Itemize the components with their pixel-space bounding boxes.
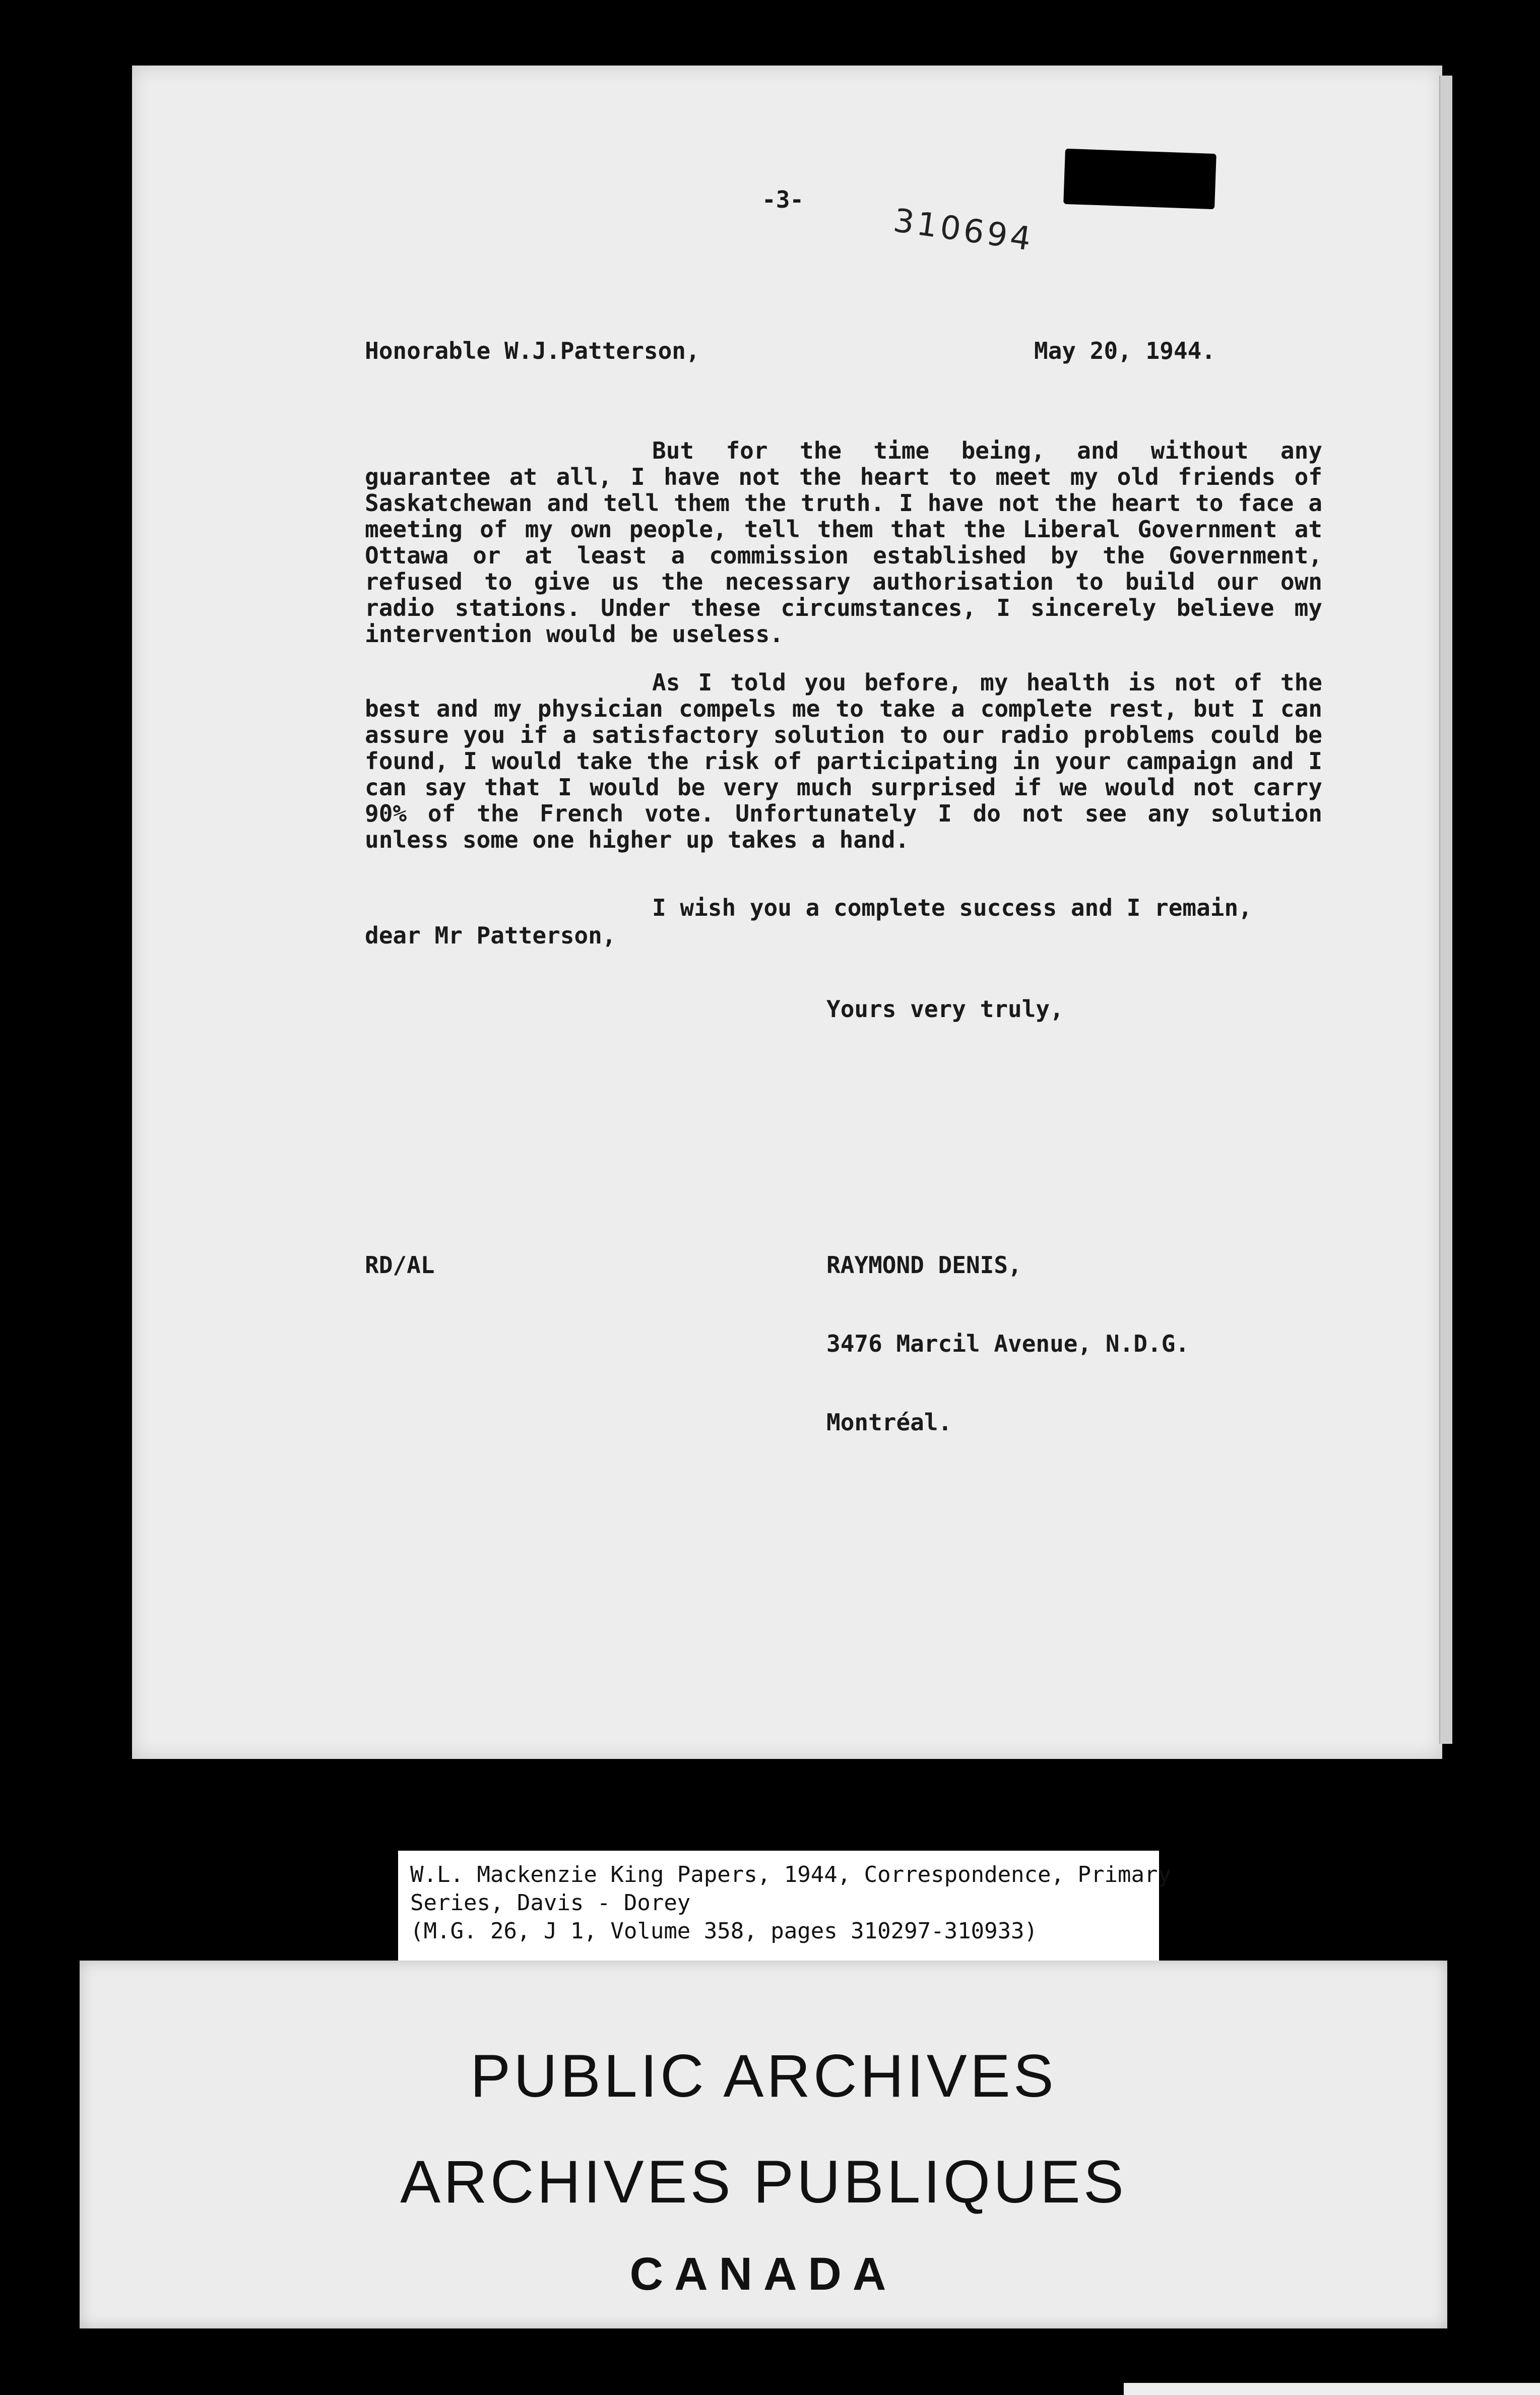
bottom-strip [1124, 2383, 1540, 2395]
archives-banner [80, 1961, 1447, 2328]
paragraph-2: As I told you before, my health is not of the best and my physician compels me to take a complete rest, but I can assure you if a satisfactory solution to our radio problems could be found, I would take the risk of participating in your campaign and I can say that I would be very much surprised if we would not carry 90% of the French vote. Unfortunately I do not see any solution unless some one higher up takes a hand. [365, 669, 1322, 853]
addressee: Honorable W.J.Patterson, [365, 337, 700, 364]
salutation: dear Mr Patterson, [365, 922, 616, 949]
archive-caption [398, 1851, 1171, 1961]
letter-date: May 20, 1944. [1034, 337, 1216, 364]
caption-line-3: (M.G. 26, J 1, Volume 358, pages 310297-310933) [410, 1918, 1038, 1944]
paragraph-3: I wish you a complete success and I remain, [652, 894, 1252, 921]
signature-block [826, 1200, 1189, 1488]
closing: Yours very truly, [826, 995, 1064, 1023]
paragraph-1: But for the time being, and without any guarantee at all, I have not the heart to meet my old friends of Saskatchewan and tell them the truth. I have not the heart to face a meeting of my own people, tell them that the Liberal Government at Ottawa or at least a commission established by the Government, refused to give us the necessary authorisation to build our own radio stations. Under these circumstances, I sincerely believe my intervention would be useless. [365, 437, 1322, 648]
banner-line-1: PUBLIC ARCHIVES [470, 2042, 1057, 2110]
caption-line-1: W.L. Mackenzie King Papers, 1944, Correspondence, Primary [410, 1862, 1171, 1887]
banner-line-3: CANADA [629, 2248, 897, 2300]
signature-name: RAYMOND DENIS, [826, 1251, 1022, 1279]
letter-page [132, 66, 1442, 1759]
stamp-number: 310694 [891, 202, 1037, 259]
initials: RD/AL [365, 1251, 435, 1279]
redaction-mark [1063, 149, 1216, 209]
page-edge [1439, 76, 1452, 1744]
signature-street: 3476 Marcil Avenue, N.D.G. [826, 1330, 1190, 1357]
caption-line-2: Series, Davis - Dorey [410, 1890, 691, 1916]
signature-city: Montréal. [826, 1409, 952, 1436]
banner-line-2: ARCHIVES PUBLIQUES [400, 2148, 1127, 2216]
page-number: -3- [762, 186, 804, 213]
